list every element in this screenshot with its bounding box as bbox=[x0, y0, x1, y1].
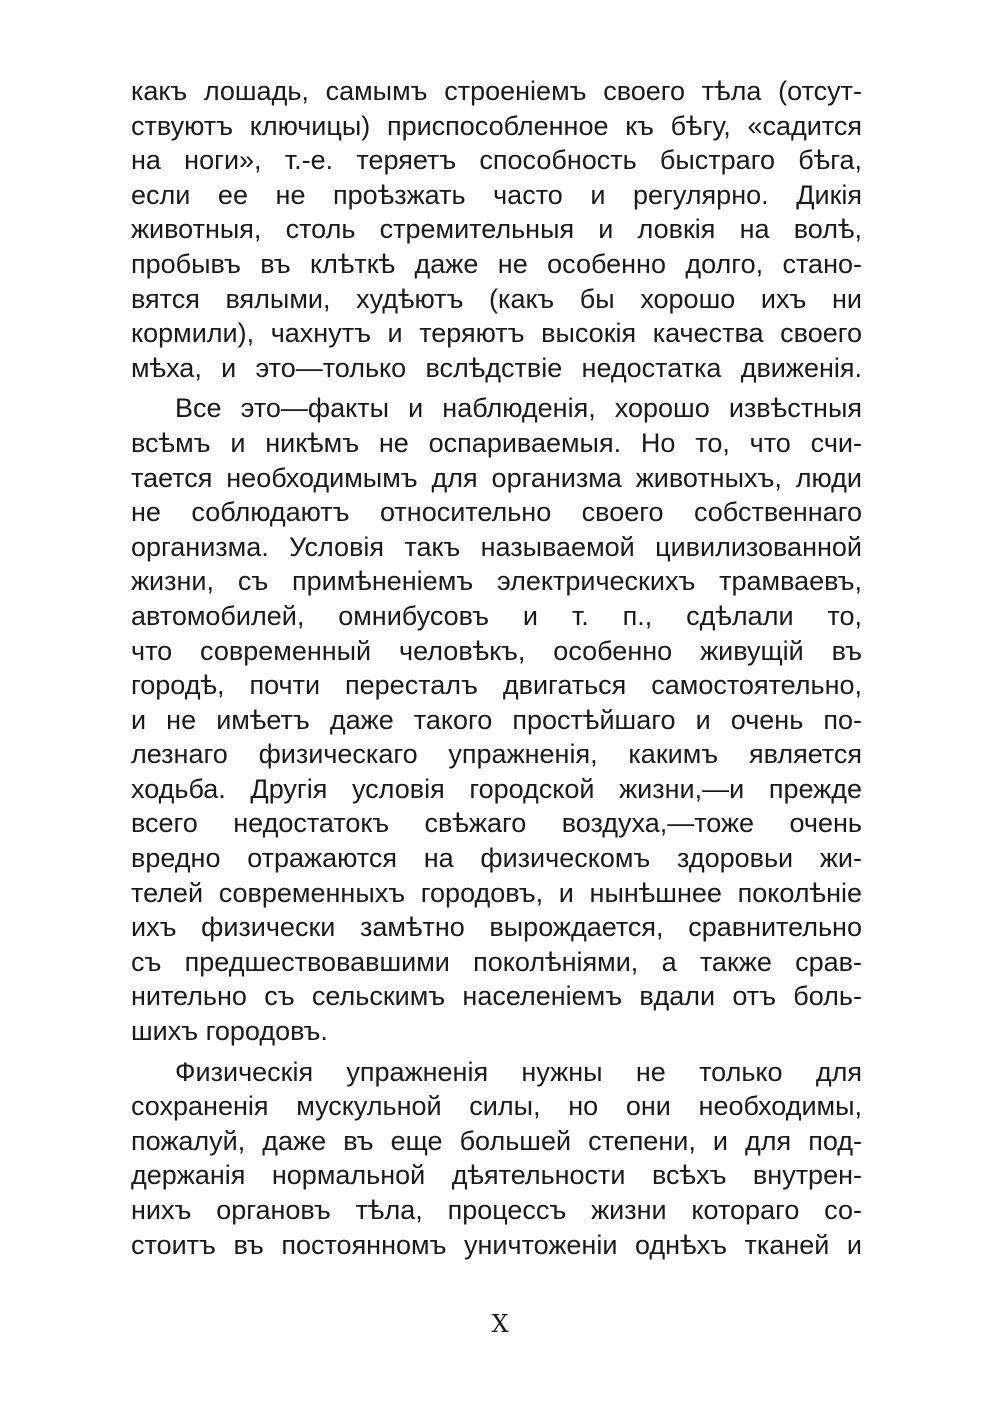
text-line: вятся вялыми, худѣютъ (какъ бы хорошо ихъ ни bbox=[131, 283, 862, 314]
text-line: городѣ, почти пересталъ двигаться самостоятельно, bbox=[131, 670, 862, 701]
text-line: автомобилей, омнибусовъ и т. п., сдѣлали то, bbox=[131, 600, 862, 631]
text-line: организма. Условія такъ называемой цивилизованной bbox=[131, 531, 862, 562]
text-line: стоитъ въ постоянномъ уничтоженіи однѣхъ тканей и bbox=[131, 1229, 862, 1260]
text-line: жизни, съ примѣненіемъ электрическихъ трамваевъ, bbox=[131, 566, 862, 597]
text-line: пробывъ въ клѣткѣ даже не особенно долго, стано- bbox=[131, 248, 862, 279]
text-line: Все это—факты и наблюденія, хорошо извѣстныя bbox=[175, 393, 862, 424]
text-line: если ее не проѣзжать часто и регулярно. Дикія bbox=[131, 179, 862, 210]
text-line: ствуютъ ключицы) приспособленное къ бѣгу, «садится bbox=[131, 110, 862, 141]
text-line: и не имѣетъ даже такого простѣйшаго и очень по- bbox=[131, 704, 862, 735]
text-line: всѣмъ и никѣмъ не оспариваемыя. Но то, что счи- bbox=[131, 427, 862, 458]
text-line: тается необходимымъ для организма животныхъ, люди bbox=[131, 462, 862, 493]
text-line: держанія нормальной дѣятельности всѣхъ внутрен- bbox=[131, 1160, 862, 1191]
text-line: Физическія упражненія нужны не только для bbox=[175, 1056, 862, 1087]
text-line: ходьба. Другія условія городской жизни,—и прежде bbox=[131, 773, 862, 804]
text-line: нихъ органовъ тѣла, процессъ жизни котораго со- bbox=[131, 1195, 862, 1225]
text-line: всего недостатокъ свѣжаго воздуха,—тоже очень bbox=[131, 808, 862, 839]
text-line: сохраненія мускульной силы, но они необходимы, bbox=[131, 1091, 862, 1122]
text-line: шихъ городовъ. bbox=[131, 1016, 328, 1047]
text-line: пожалуй, даже въ еще большей степени, и для под- bbox=[131, 1125, 862, 1156]
text-line: что современный человѣкъ, особенно живущій въ bbox=[131, 635, 862, 666]
text-line: ихъ физически замѣтно вырождается, сравнительно bbox=[131, 912, 862, 943]
body-text bbox=[131, 74, 862, 1262]
text-line: вредно отражаются на физическомъ здоровьи жи- bbox=[131, 843, 862, 874]
text-line: не соблюдаютъ относительно своего собственнаго bbox=[131, 497, 862, 528]
text-line: нительно съ сельскимъ населеніемъ вдали отъ боль- bbox=[131, 981, 862, 1012]
text-line: животныя, столь стремительныя и ловкія на волѣ, bbox=[131, 214, 862, 245]
text-line: кормили), чахнутъ и теряютъ высокія качества своего bbox=[131, 318, 862, 349]
text-line: мѣха, и это—только вслѣдствіе недостатка движенія. bbox=[131, 352, 862, 383]
text-line: какъ лошадь, самымъ строеніемъ своего тѣла (отсут- bbox=[131, 76, 862, 106]
page-number: X bbox=[491, 1310, 509, 1338]
text-line: съ предшествовавшими поколѣніями, а также срав- bbox=[131, 946, 862, 977]
text-line: лезнаго физическаго упражненія, какимъ является bbox=[131, 739, 862, 770]
text-line: на ноги», т.-е. теряетъ способность быстраго бѣга, bbox=[131, 145, 862, 176]
text-line: телей современныхъ городовъ, и нынѣшнее поколѣніе bbox=[131, 877, 862, 908]
